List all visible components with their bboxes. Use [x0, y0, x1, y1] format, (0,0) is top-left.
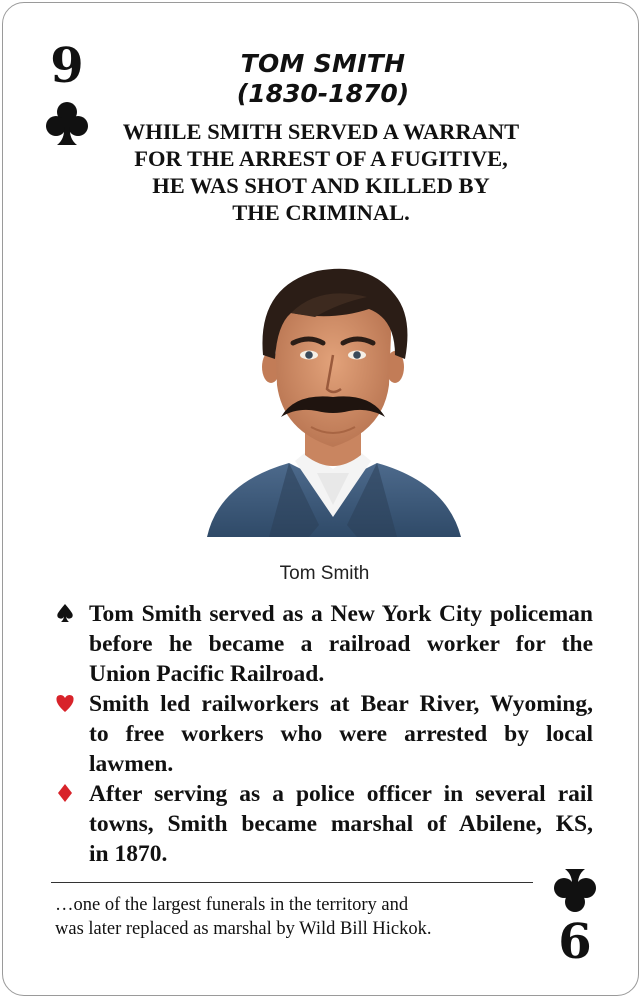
- headline-line: FOR THE ARREST OF A FUGITIVE,: [134, 146, 508, 171]
- fact-line: Tom Smith served as a New York City policeman: [89, 601, 593, 627]
- heart-icon: [55, 693, 75, 713]
- fact-line: Union Pacific Railroad.: [89, 661, 325, 687]
- footnote-line: was later replaced as marshal by Wild Bill Hickok.: [55, 919, 432, 939]
- list-item: [53, 599, 593, 689]
- footnote-line: …one of the largest funerals in the territory and: [55, 895, 409, 915]
- portrait-caption: Tom Smith: [279, 563, 370, 584]
- list-item: [53, 689, 593, 779]
- fact-line: lawmen.: [89, 751, 174, 777]
- fact-line: to free workers who were arrested by local: [89, 721, 593, 747]
- spade-icon: [55, 603, 75, 623]
- fact-line: before he became a railroad worker for the: [89, 631, 593, 657]
- headline-line: THE CRIMINAL.: [232, 200, 410, 225]
- card-name: TOM SMITH: [240, 49, 406, 78]
- headline-line: HE WAS SHOT AND KILLED BY: [152, 173, 490, 198]
- club-icon: [45, 101, 89, 147]
- fact-line: in 1870.: [89, 841, 168, 867]
- headline-line: WHILE SMITH SERVED A WARRANT: [122, 119, 520, 144]
- corner-rank-bottom: 6: [558, 914, 592, 970]
- corner-rank-top: 9: [50, 38, 84, 94]
- list-item: [53, 779, 593, 869]
- diamond-icon: [55, 783, 75, 803]
- fact-line: towns, Smith became marshal of Abilene, KS,: [89, 811, 593, 837]
- card-dates: (1830-1870): [236, 79, 410, 108]
- facts-list: [53, 599, 593, 869]
- playing-card: [2, 2, 639, 996]
- title-block: [123, 49, 523, 109]
- fact-line: After serving as a police officer in several rail: [89, 781, 593, 807]
- club-icon: [553, 867, 597, 913]
- headline: [111, 118, 531, 226]
- footnote: [55, 893, 535, 941]
- divider: [51, 882, 533, 883]
- portrait-image: [199, 255, 467, 547]
- fact-line: Smith led railworkers at Bear River, Wyoming,: [89, 691, 593, 717]
